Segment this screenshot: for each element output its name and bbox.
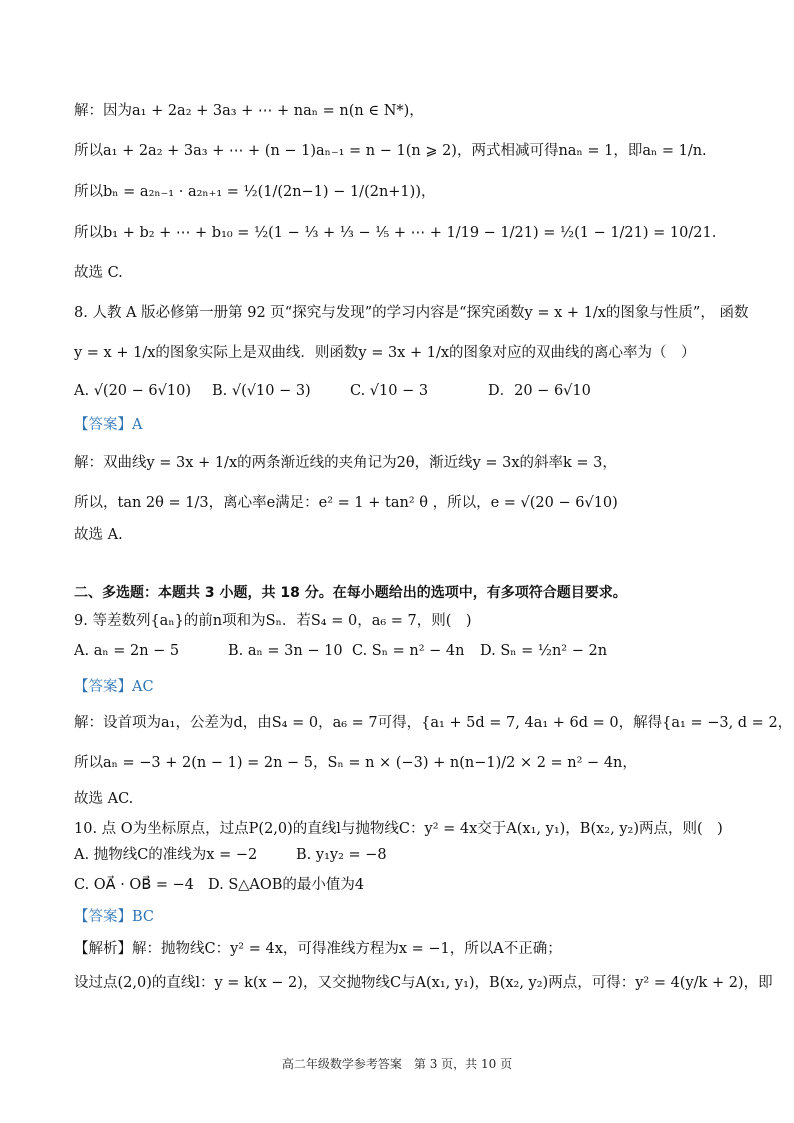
q10-option-c: C. OA⃗ · OB⃗ = −4 bbox=[74, 877, 195, 893]
line-sol7-4: 所以b₁ + b₂ + ⋯ + b₁₀ = ½(1 − ⅓ + ⅓ − ⅕ + ⋯ + 1/19 − 1/21) = ½(1 − 1/21) = 10/21. bbox=[74, 225, 717, 241]
line-choose-ac: 故选 AC. bbox=[74, 791, 134, 807]
line-sol9-1: 解：设首项为a₁，公差为d，由S₄ = 0，a₆ = 7可得，{a₁ + 5d = 7, 4a₁ + 6d = 0，解得{a₁ = −3, d = 2， bbox=[74, 715, 793, 731]
q9-option-c: C. Sₙ = n² − 4n bbox=[352, 643, 465, 659]
q10-option-a: A. 抛物线C的准线为x = −2 bbox=[74, 847, 258, 863]
question-10: 10. 点 O为坐标原点，过点P(2,0)的直线l与抛物线C：y² = 4x交于A(x₁, y₁)，B(x₂, y₂)两点，则( ) bbox=[74, 821, 723, 837]
question-9: 9. 等差数列{aₙ}的前n项和为Sₙ．若S₄ = 0，a₆ = 7，则( ) bbox=[74, 613, 472, 629]
line-sol10-2: 设过点(2,0)的直线l：y = k(x − 2)，又交抛物线C与A(x₁, y₁)，B(x₂, y₂)两点，可得：y² = 4(y/k + 2)，即 bbox=[74, 975, 773, 991]
section-heading-multichoice: 二、多选题：本题共 3 小题，共 18 分。在每小题给出的选项中，有多项符合题目要求。 bbox=[74, 585, 627, 601]
page-footer: 高二年级数学参考答案 第 3 页，共 10 页 bbox=[281, 1057, 513, 1071]
line-sol7-1: 解：因为a₁ + 2a₂ + 3a₃ + ⋯ + naₙ = n(n ∈ N*)， bbox=[74, 103, 424, 119]
line-sol9-2: 所以aₙ = −3 + 2(n − 1) = 2n − 5，Sₙ = n × (−3) + n(n−1)/2 × 2 = n² − 4n， bbox=[74, 755, 637, 771]
q9-option-d: D. Sₙ = ½n² − 2n bbox=[480, 643, 608, 659]
line-choose-a: 故选 A. bbox=[74, 527, 123, 543]
q8-option-a: A. √(20 − 6√10) bbox=[74, 383, 191, 399]
q9-option-b: B. aₙ = 3n − 10 bbox=[228, 643, 343, 659]
answer-8: 【答案】A bbox=[74, 417, 143, 433]
q8-option-d: D．20 − 6√10 bbox=[488, 383, 591, 399]
q8-option-c: C. √10 − 3 bbox=[350, 383, 429, 399]
q10-option-b: B. y₁y₂ = −8 bbox=[296, 847, 387, 863]
line-sol7-2: 所以a₁ + 2a₂ + 3a₃ + ⋯ + (n − 1)aₙ₋₁ = n − 1(n ⩾ 2)，两式相减可得naₙ = 1，即aₙ = 1/n. bbox=[74, 143, 707, 159]
q8-option-b: B. √(√10 − 3) bbox=[212, 383, 311, 399]
question-8-line1: 8. 人教 A 版必修第一册第 92 页“探究与发现”的学习内容是“探究函数y = x + 1/x的图象与性质”， 函数 bbox=[74, 305, 749, 321]
line-sol7-3: 所以bₙ = a₂ₙ₋₁ · a₂ₙ₊₁ = ½(1/(2n−1) − 1/(2n+1))， bbox=[74, 184, 436, 200]
line-sol8-1: 解：双曲线y = 3x + 1/x的两条渐近线的夹角记为2θ，渐近线y = 3x的斜率k = 3， bbox=[74, 455, 617, 471]
line-sol10-1: 【解析】解：抛物线C：y² = 4x，可得准线方程为x = −1，所以A不正确； bbox=[74, 941, 562, 957]
q10-option-d: D. S△AOB的最小值为4 bbox=[208, 877, 365, 893]
answer-9: 【答案】AC bbox=[74, 679, 154, 695]
line-sol8-2: 所以，tan 2θ = 1/3，离心率e满足：e² = 1 + tan² θ ，所以，e = √(20 − 6√10) bbox=[74, 495, 618, 511]
answer-10: 【答案】BC bbox=[74, 909, 155, 925]
q9-option-a: A. aₙ = 2n − 5 bbox=[74, 643, 180, 659]
line-choose-c: 故选 C. bbox=[74, 265, 123, 281]
question-8-line2: y = x + 1/x的图象实际上是双曲线．则函数y = 3x + 1/x的图象对应的双曲线的离心率为（ ） bbox=[74, 345, 696, 361]
